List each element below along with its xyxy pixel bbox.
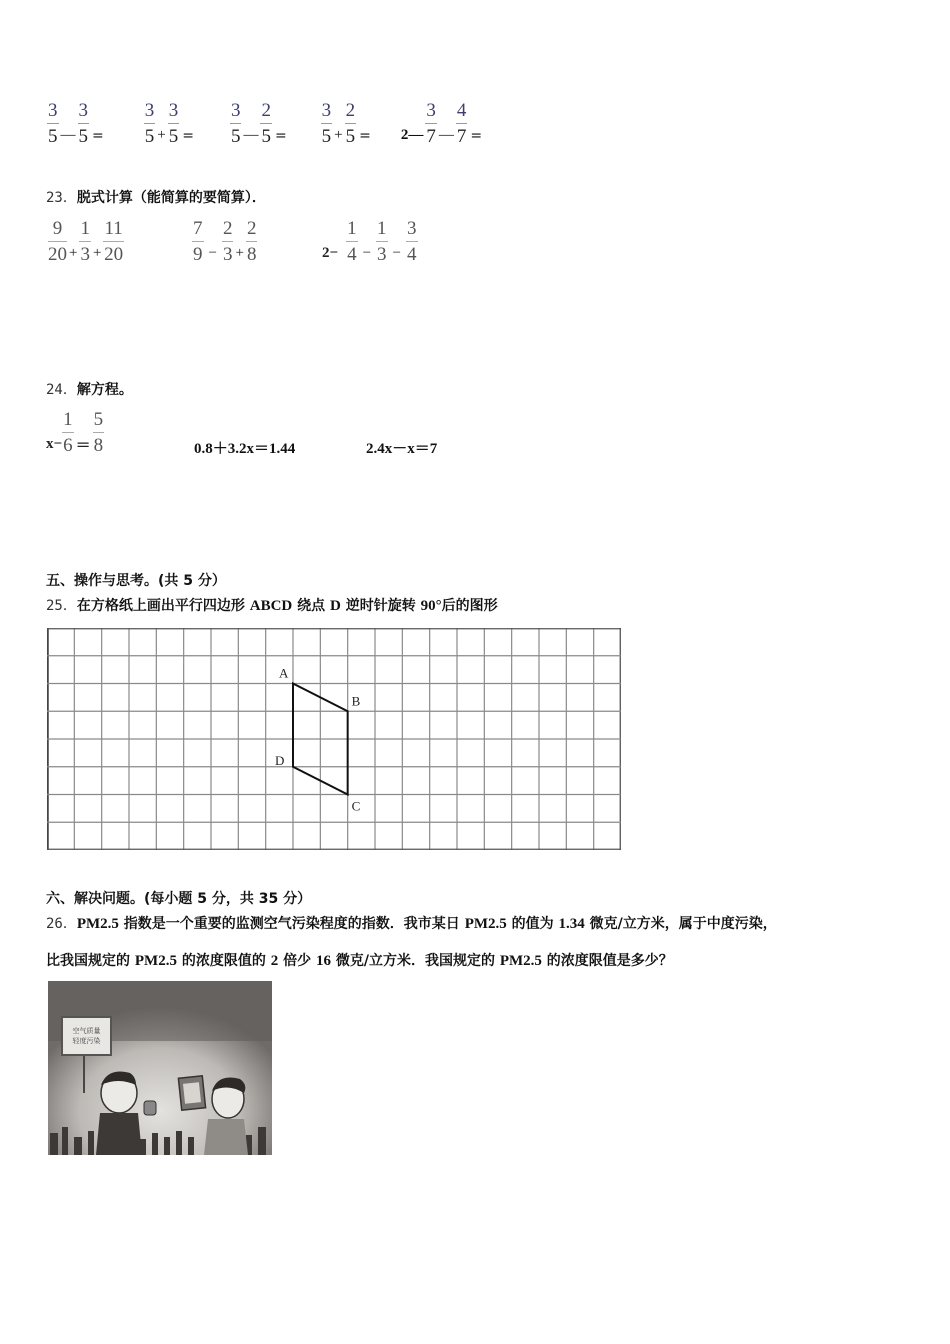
denominator: 20 bbox=[104, 244, 124, 265]
numerator: 5 bbox=[93, 409, 104, 430]
denominator: 5 bbox=[230, 126, 241, 147]
numerator: 3 bbox=[48, 100, 58, 121]
denominator: 5 bbox=[144, 126, 155, 147]
grid-canvas[interactable] bbox=[47, 628, 621, 850]
question-text-segment: 的浓度限值的 bbox=[176, 953, 271, 969]
denominator: 3 bbox=[80, 244, 90, 265]
question-text-segment: PM2.5 bbox=[76, 916, 119, 932]
equation-lead: x− bbox=[46, 436, 63, 452]
question-number: 24． bbox=[46, 382, 77, 398]
numerator: 1 bbox=[377, 218, 387, 239]
numerator: 1 bbox=[63, 409, 73, 430]
pollution-sign bbox=[61, 1016, 112, 1056]
operator: − bbox=[392, 245, 401, 261]
question-text-segment: 的浓度限值是多少？ bbox=[541, 953, 673, 969]
question-text: 绕点 bbox=[292, 598, 330, 614]
equals-sign: = bbox=[470, 127, 483, 144]
denominator: 20 bbox=[48, 244, 67, 265]
sign-text: 轻度污染 bbox=[72, 1037, 101, 1045]
equation-3: 2.4x－x＝7 bbox=[366, 441, 438, 457]
numerator: 11 bbox=[104, 218, 123, 239]
denominator: 8 bbox=[93, 435, 104, 456]
denominator: 4 bbox=[407, 244, 417, 265]
question-text-segment: 2 bbox=[270, 953, 279, 969]
question-text-segment: 微克/立方米，属于中度污染， bbox=[584, 916, 777, 932]
question-number: 26． bbox=[46, 916, 77, 932]
question-25-heading bbox=[46, 595, 498, 615]
denominator: 3 bbox=[222, 244, 233, 265]
numerator: 9 bbox=[52, 218, 63, 239]
fraction-exercise-row bbox=[47, 101, 482, 146]
numerator: 1 bbox=[80, 218, 90, 239]
operator: — bbox=[438, 127, 454, 143]
question-text: 后的图形 bbox=[441, 598, 498, 614]
operator: + bbox=[92, 245, 102, 261]
numerator: 2 bbox=[222, 218, 233, 239]
equals-sign: = bbox=[92, 127, 104, 144]
denominator: 7 bbox=[426, 126, 436, 147]
operator: − bbox=[362, 245, 372, 261]
fraction-exercise bbox=[230, 101, 287, 146]
question-text-segment: PM2.5 bbox=[464, 916, 507, 932]
sign-text: 空气质量 bbox=[72, 1026, 101, 1035]
denominator: 5 bbox=[48, 126, 58, 147]
section-5-title: 五、操作与思考。(共 5 分） bbox=[46, 573, 226, 589]
calc-expression bbox=[48, 219, 124, 264]
numerator: 3 bbox=[407, 218, 417, 239]
calc-expression bbox=[192, 219, 257, 264]
numerator: 3 bbox=[426, 100, 436, 121]
question-text-segment: 比我国规定的 bbox=[46, 953, 135, 969]
question-text: 90° bbox=[420, 598, 442, 614]
numerator: 3 bbox=[321, 100, 332, 121]
denominator: 8 bbox=[246, 244, 257, 265]
operator: — bbox=[243, 127, 259, 143]
vertex-label-b: B bbox=[351, 693, 361, 709]
numerator: 3 bbox=[78, 100, 88, 121]
numerator: 2 bbox=[246, 218, 257, 239]
denominator: 5 bbox=[168, 126, 179, 147]
vertex-label-a: A bbox=[279, 665, 289, 681]
denominator: 5 bbox=[345, 126, 356, 147]
denominator: 5 bbox=[78, 126, 88, 147]
question-text-segment: PM2.5 bbox=[499, 953, 542, 969]
numerator: 3 bbox=[144, 100, 155, 121]
numerator: 4 bbox=[456, 100, 467, 121]
operator: − bbox=[208, 245, 217, 261]
question-text-segment: 1.34 bbox=[558, 916, 585, 932]
vertex-label-d: D bbox=[275, 752, 285, 768]
question-number: 23． bbox=[46, 190, 77, 206]
calc-expression bbox=[320, 219, 418, 264]
numerator: 7 bbox=[193, 218, 203, 239]
question-text: ABCD bbox=[249, 598, 293, 614]
operator: + bbox=[157, 127, 166, 143]
equals-sign: = bbox=[359, 127, 371, 144]
graph-paper-grid[interactable] bbox=[47, 628, 621, 850]
question-text: 在方格纸上画出平行四边形 bbox=[76, 598, 250, 614]
operator: — bbox=[60, 127, 76, 143]
denominator: 5 bbox=[321, 126, 332, 147]
leading-term: 2− bbox=[322, 245, 339, 261]
vertex-label-c: C bbox=[351, 798, 361, 814]
denominator: 9 bbox=[193, 244, 203, 265]
denominator: 6 bbox=[63, 435, 73, 456]
denominator: 3 bbox=[377, 244, 387, 265]
question-title: 脱式计算（能简算的要简算）． bbox=[76, 190, 266, 206]
question-26-line-2 bbox=[46, 950, 673, 970]
section-6-title: 六、解决问题。(每小题 5 分，共 35 分） bbox=[46, 891, 312, 907]
equation-1 bbox=[46, 410, 104, 455]
fraction-exercise bbox=[47, 101, 104, 146]
question-text-segment: 的值为 bbox=[506, 916, 559, 932]
question-text-segment: PM2.5 bbox=[134, 953, 177, 969]
question-number: 25． bbox=[46, 598, 77, 614]
equation-2: 0.8＋3.2x＝1.44 bbox=[194, 441, 296, 457]
fraction-exercise bbox=[144, 101, 194, 146]
numerator: 2 bbox=[261, 100, 271, 121]
numerator: 2 bbox=[345, 100, 356, 121]
question-23-heading bbox=[46, 187, 266, 207]
smog-scene-image bbox=[48, 981, 272, 1155]
question-text: D bbox=[330, 598, 341, 614]
question-text-segment: 倍少 bbox=[278, 953, 316, 969]
question-24-heading bbox=[46, 379, 133, 399]
question-text bbox=[46, 950, 673, 969]
question-text-segment: 16 bbox=[315, 953, 331, 969]
question-26-line-1 bbox=[46, 913, 777, 933]
question-text-segment: 微克/立方米．我国规定的 bbox=[330, 953, 500, 969]
operator: + bbox=[235, 245, 244, 261]
question-text-segment: 指数是一个重要的监测空气污染程度的指数．我市某日 bbox=[118, 916, 465, 932]
fraction-exercise bbox=[399, 101, 482, 146]
leading-term: 2— bbox=[400, 127, 424, 143]
question-text bbox=[77, 913, 777, 932]
equals-sign: = bbox=[182, 127, 194, 144]
denominator: 4 bbox=[347, 244, 357, 265]
operator: + bbox=[69, 245, 78, 261]
numerator: 3 bbox=[168, 100, 179, 121]
equals-sign: ＝ bbox=[75, 438, 91, 454]
numerator: 3 bbox=[230, 100, 241, 121]
denominator: 7 bbox=[456, 126, 467, 147]
pm25-cartoon-illustration bbox=[48, 981, 272, 1155]
question-text: 逆时针旋转 bbox=[340, 598, 421, 614]
fraction-exercise bbox=[321, 101, 371, 146]
numerator: 1 bbox=[347, 218, 357, 239]
denominator: 5 bbox=[261, 126, 271, 147]
question-title: 解方程。 bbox=[76, 382, 133, 398]
equals-sign: = bbox=[274, 127, 287, 144]
operator: + bbox=[334, 127, 343, 143]
